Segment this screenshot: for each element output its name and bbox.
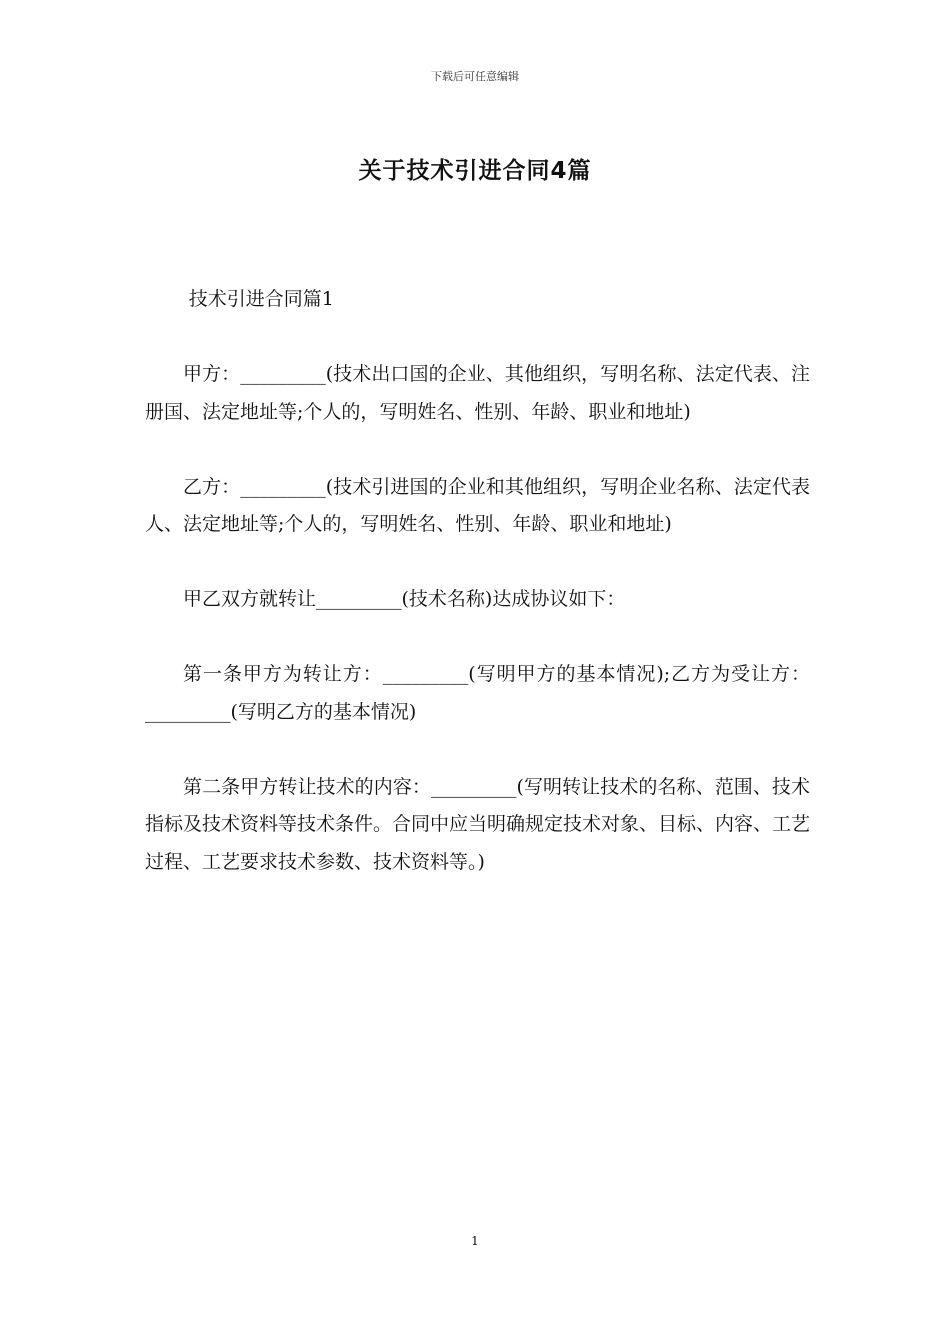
paragraph-article-2: 第二条甲方转让技术的内容：_________(写明转让技术的名称、范围、技术指标及技术资料等技术条件。合同中应当明确规定技术对象、目标、内容、工艺过程、工艺要求技术参数、技术资料等。) bbox=[145, 775, 811, 873]
page-number: 1 bbox=[471, 1234, 479, 1248]
document-body bbox=[145, 281, 810, 919]
document-title: 关于技术引进合同4篇 bbox=[358, 158, 592, 184]
paragraph-party-b: 乙方：_________(技术引进国的企业和其他组织，写明企业名称、法定代表人、法定地址等;个人的，写明姓名、性别、年龄、职业和地址) bbox=[145, 475, 810, 535]
paragraph-article-1: 第一条甲方为转让方：_________(写明甲方的基本情况);乙方为受让方：_________(写明乙方的基本情况) bbox=[145, 663, 810, 723]
paragraph-party-a: 甲方：_________(技术出口国的企业、其他组织，写明名称、法定代表、注册国、法定地址等;个人的，写明姓名、性别、年龄、职业和地址) bbox=[145, 363, 810, 423]
section-heading: 技术引进合同篇1 bbox=[188, 288, 334, 310]
page-header-note: 下载后可任意编辑 bbox=[431, 70, 519, 83]
paragraph-agreement-intro: 甲乙双方就转让_________(技术名称)达成协议如下： bbox=[183, 588, 626, 610]
